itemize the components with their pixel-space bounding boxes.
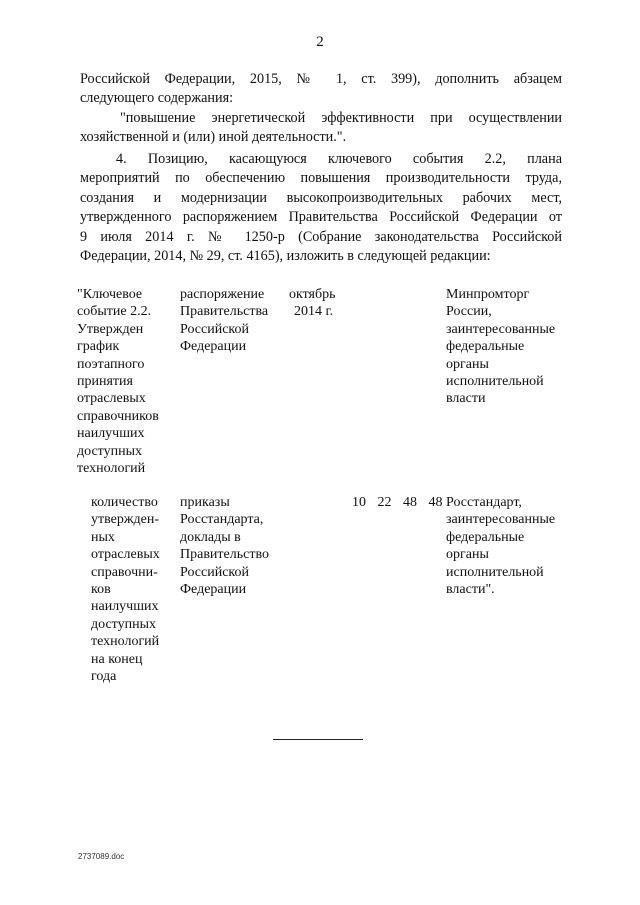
row2-values <box>352 494 443 511</box>
row2-document-type: приказы Росстандарта, доклады в Правительство Российской Федерации <box>180 495 269 598</box>
text-line: создания и модернизации высокопроизводительных рабочих мест, <box>80 189 562 206</box>
row1-deadline: октябрь 2014 г. <box>289 287 336 320</box>
paragraph-item-4 <box>80 150 562 266</box>
text-line: утвержденного распоряжением Правительства Российской Федерации от <box>80 209 562 226</box>
value-2016: 22 <box>377 495 392 510</box>
text-line: Федерации, 2014, № 29, ст. 4165), изложить в следующей редакции: <box>80 248 491 265</box>
text-line: мероприятий по обеспечению повышения производительности труда, <box>80 170 562 187</box>
text-line: Российской Федерации, 2015, № 1, ст. 399), дополнить абзацем <box>80 71 562 87</box>
document-file-id: 2737089.doc <box>78 852 125 861</box>
end-separator-line <box>273 739 363 740</box>
text-line: хозяйственной и (или) иной деятельности.". <box>80 129 347 146</box>
value-2018: 48 <box>428 495 443 510</box>
row2-indicator-name: количество утвержден- ных отраслевых справочни- ков наилучших доступных технологий на конец года <box>91 495 160 685</box>
text-line: 4. Позицию, касающуюся ключевого события 2.2, плана <box>116 151 562 167</box>
text-line: следующего содержания: <box>80 90 234 107</box>
row1-document-type: распоряжение Правительства Российской Федерации <box>180 287 269 355</box>
row1-responsible: Минпромторг России, заинтересованные федеральные органы исполнительной власти <box>446 287 556 407</box>
page-number: 2 <box>316 34 324 50</box>
text-line: 9 июля 2014 г. № 1250-р (Собрание законодательства Российской <box>80 228 562 245</box>
value-2017: 48 <box>403 495 417 510</box>
paragraph-quoted-addition <box>80 109 562 148</box>
row1-event-name: "Ключевое событие 2.2. Утвержден график поэтапного принятия отраслевых справочников наилучших доступных технологий <box>77 287 159 477</box>
value-2015: 10 <box>352 495 366 510</box>
row2-responsible: Росстандарт, заинтересованные федеральные органы исполнительной власти". <box>446 495 556 598</box>
paragraph-amendment-intro <box>80 70 562 109</box>
text-line: "повышение энергетической эффективности при осуществлении <box>120 110 562 126</box>
